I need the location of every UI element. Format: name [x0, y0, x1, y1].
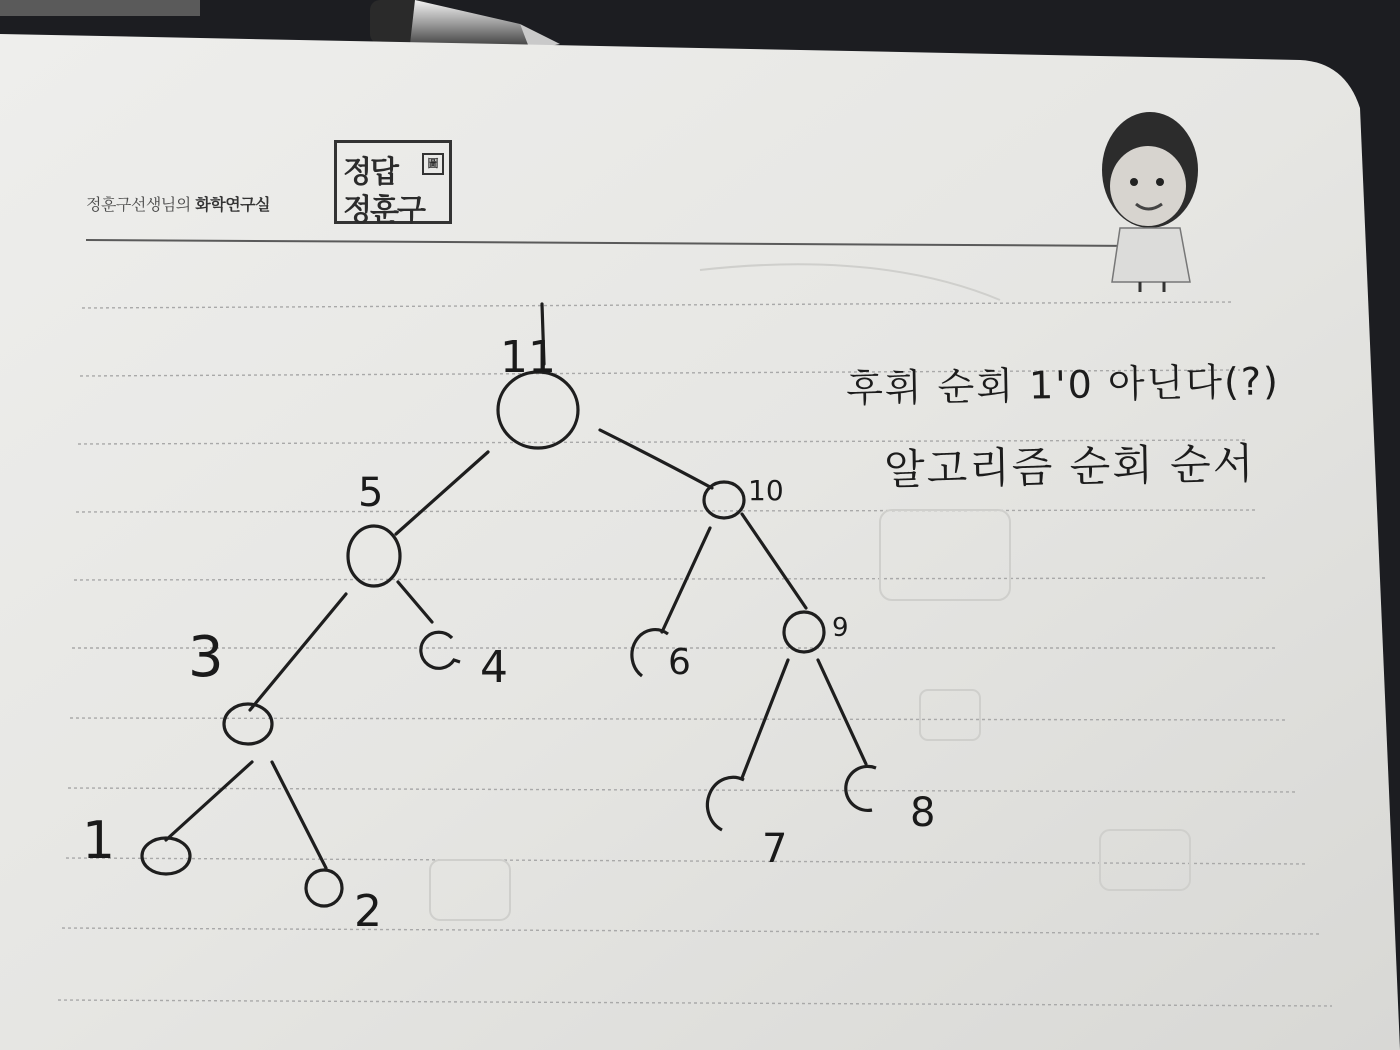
label-3: 3: [188, 625, 224, 690]
header-subtitle-prefix: 정훈구선생님의: [86, 195, 191, 214]
label-5: 5: [358, 470, 384, 516]
label-7: 7: [762, 826, 788, 872]
label-9: 9: [832, 613, 849, 643]
label-root: 11: [500, 332, 556, 383]
note-line-1: 후휘 순회 1'0 아닌다(?): [845, 359, 1281, 411]
label-4: 4: [480, 642, 508, 693]
note-line-2: 알고리즘 순회 순서: [883, 438, 1256, 495]
label-10: 10: [748, 474, 784, 507]
header-subtitle: [86, 192, 270, 215]
header-subtitle-bold: 화학연구실: [195, 195, 271, 214]
label-1: 1: [82, 811, 116, 871]
logo-line-1: 정답: [343, 155, 397, 190]
logo-stamp: 圖: [422, 153, 444, 175]
label-6: 6: [668, 642, 691, 683]
logo: [334, 140, 452, 228]
label-8: 8: [910, 790, 936, 836]
label-2: 2: [354, 886, 382, 937]
logo-line-2: 정훈구: [343, 193, 424, 228]
character-illustration: [1102, 112, 1198, 292]
